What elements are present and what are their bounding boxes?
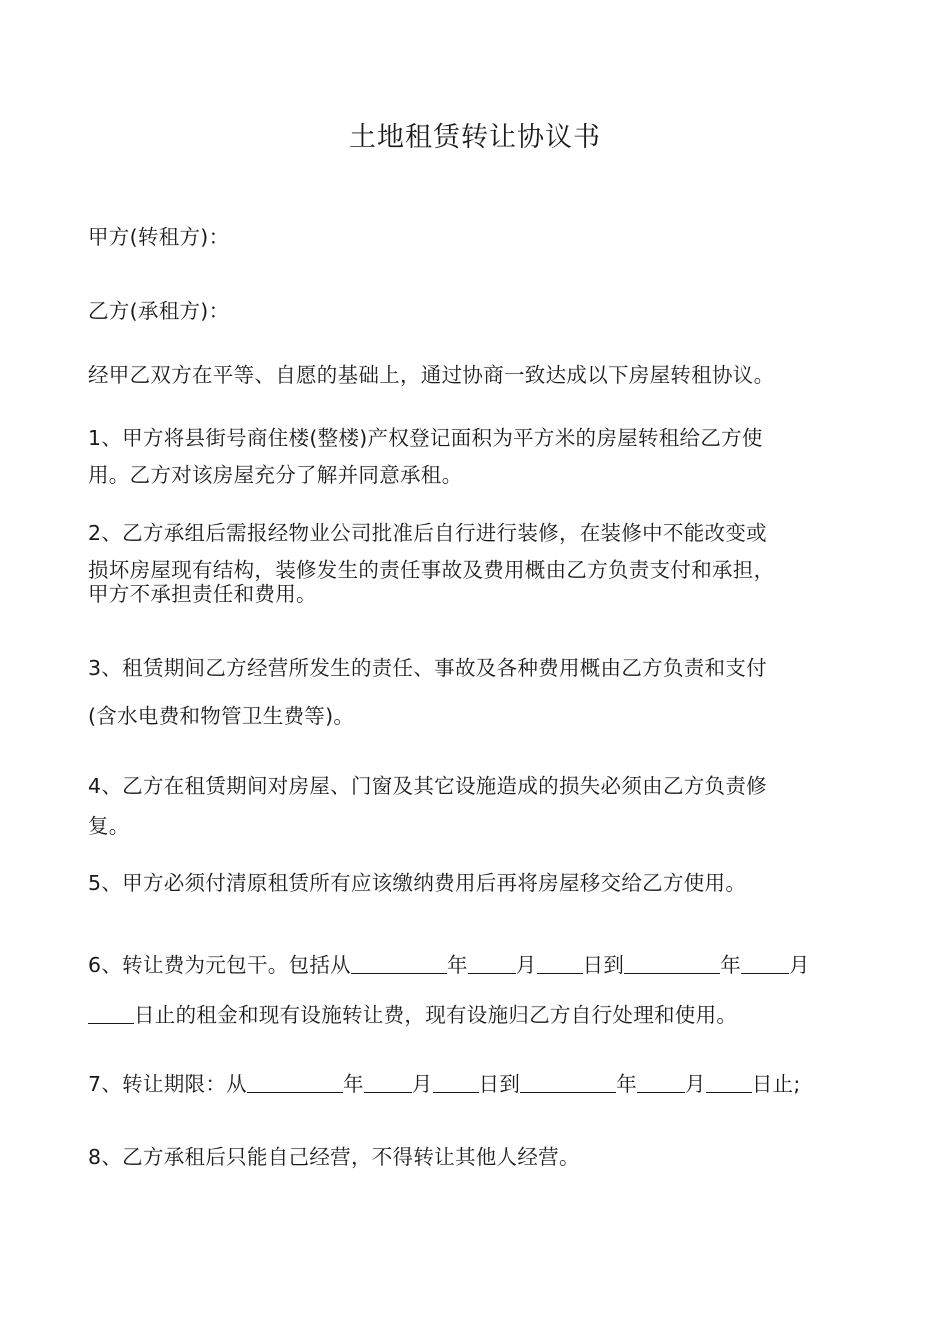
month-label: 月: [515, 953, 537, 977]
year-label: 年: [342, 1072, 364, 1096]
clause-6-tail: 日止的租金和现有设施转让费，现有设施归乙方自行处理和使用。: [134, 1003, 738, 1027]
clause-6-lead: 6、转让费为元包干。包括从: [88, 953, 351, 977]
clause-3-line-2: (含水电费和物管卫生费等)。: [88, 704, 355, 728]
day-to-label: 日到: [478, 1072, 521, 1096]
clause-6-line-2: [88, 990, 878, 1040]
clause-2-line-1: 2、乙方承组后需报经物业公司批准后自行进行装修，在装修中不能改变或: [88, 521, 767, 545]
intro-paragraph: 经甲乙双方在平等、自愿的基础上，通过协商一致达成以下房屋转租协议。: [88, 363, 775, 387]
month-label: 月: [685, 1072, 706, 1096]
term-end-year-blank[interactable]: [520, 1070, 616, 1093]
clause-2: [88, 518, 878, 606]
clause-4-line-1: 4、乙方在租赁期间对房屋、门窗及其它设施造成的损失必须由乙方负责修: [88, 774, 767, 798]
day-to-label: 日到: [582, 953, 625, 977]
term-start-year-blank[interactable]: [247, 1070, 343, 1093]
clause-7-end: 日止;: [751, 1072, 801, 1096]
clause-3: [88, 644, 878, 740]
clause-6-line-1: [88, 940, 878, 990]
term-end-day-blank[interactable]: [706, 1070, 752, 1093]
month-label: 月: [789, 953, 810, 977]
clause-5: 5、甲方必须付清原租赁所有应该缴纳费用后再将房屋移交给乙方使用。: [88, 871, 747, 895]
term-start-month-blank[interactable]: [364, 1070, 412, 1093]
clause-7-line-1: [88, 1066, 878, 1102]
year-label: 年: [616, 1072, 637, 1096]
end-day-blank[interactable]: [88, 1001, 134, 1024]
clause-2-line-3: 甲方不承担责任和费用。: [88, 582, 317, 606]
clause-7-lead: 7、转让期限：从: [88, 1072, 247, 1096]
start-month-blank[interactable]: [468, 951, 516, 974]
party-b-label: 乙方(承租方)：: [88, 299, 230, 323]
month-label: 月: [411, 1072, 433, 1096]
year-label: 年: [720, 953, 741, 977]
term-start-day-blank[interactable]: [433, 1070, 479, 1093]
clause-1-line-1: 1、甲方将县街号商住楼(整楼)产权登记面积为平方米的房屋转租给乙方使: [88, 426, 763, 450]
clause-7: [88, 1066, 878, 1102]
clause-8: 8、乙方承租后只能自己经营，不得转让其他人经营。: [88, 1145, 580, 1169]
year-label: 年: [446, 953, 468, 977]
clause-6: [88, 940, 878, 1040]
start-year-blank[interactable]: [351, 951, 447, 974]
clause-1-line-2: 用。乙方对该房屋充分了解并同意承租。: [88, 463, 463, 487]
start-day-blank[interactable]: [537, 951, 583, 974]
clause-1: [88, 420, 878, 494]
clause-2-line-2: 损坏房屋现有结构，装修发生的责任事故及费用概由乙方负责支付和承担，: [88, 558, 775, 582]
clause-3-line-1: 3、租赁期间乙方经营所发生的责任、事故及各种费用概由乙方负责和支付: [88, 656, 767, 680]
term-end-month-blank[interactable]: [637, 1070, 685, 1093]
party-a-label: 甲方(转租方)：: [88, 225, 230, 249]
end-year-blank[interactable]: [624, 951, 720, 974]
clause-4-line-2: 复。: [88, 814, 130, 838]
document-title: 土地租赁转让协议书: [349, 122, 601, 153]
clause-4: [88, 766, 878, 846]
end-month-blank[interactable]: [741, 951, 789, 974]
